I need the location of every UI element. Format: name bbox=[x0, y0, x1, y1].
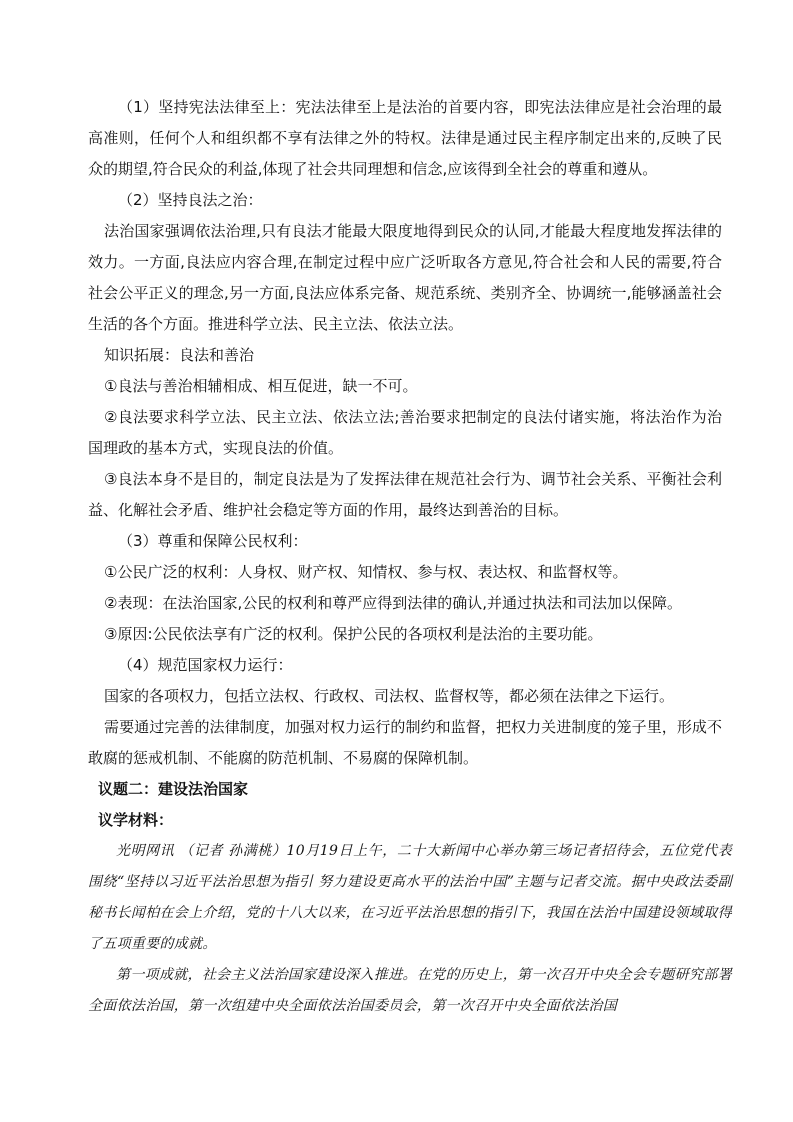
material-paragraph: 光明网讯 （记者 孙满桃）10月19日上午，二十大新闻中心举办第三场记者招待会，五位党代表围绕“坚持以习近平法治思想为指引 努力建设更高水平的法治中国”主题与记者交流。据中央政法委副秘书长闻柏在会上介绍，党的十八大以来，在习近平法治思想的指引下，我国在法治中国建设领域取得了五项重要的成就。 bbox=[88, 843, 732, 952]
paragraph: ②良法要求科学立法、民主立法、依法立法;善治要求把制定的良法付诸实施，将法治作为治国理政的基本方式，实现良法的价值。 bbox=[88, 408, 722, 457]
paragraph: 需要通过完善的法律制度，加强对权力运行的制约和监督，把权力关进制度的笼子里，形成不敢腐的惩戒机制、不能腐的防范机制、不易腐的保障机制。 bbox=[88, 718, 722, 767]
paragraph: 国家的各项权力，包括立法权、行政权、司法权、监督权等，都必须在法律之下运行。 bbox=[104, 687, 675, 705]
section-heading: 议学材料： bbox=[98, 811, 174, 829]
paragraph: ②表现：在法治国家,公民的权利和尊严应得到法律的确认,并通过执法和司法加以保障。 bbox=[104, 594, 682, 612]
section-heading: 议题二：建设法治国家 bbox=[98, 780, 249, 798]
document-body bbox=[88, 92, 732, 1022]
paragraph: ①良法与善治相辅相成、相互促进，缺一不可。 bbox=[104, 377, 418, 395]
paragraph: （4）规范国家权力运行： bbox=[118, 656, 293, 674]
paragraph: （1）坚持宪法法律至上：宪法法律至上是法治的首要内容，即宪法法律应是社会治理的最高准则，任何个人和组织都不享有法律之外的特权。法律是通过民主程序制定出来的,反映了民众的期望,符合民众的利益,体现了社会共同理想和信念,应该得到全社会的尊重和遵从。 bbox=[88, 98, 722, 178]
paragraph: 法治国家强调依法治理,只有良法才能最大限度地得到民众的认同,才能最大程度地发挥法律的效力。一方面,良法应内容合理,在制定过程中应广泛听取各方意见,符合社会和人民的需要,符合社会公平正义的理念,另一方面,良法应体系完备、规范系统、类别齐全、协调统一,能够涵盖社会生活的各个方面。推进科学立法、民主立法、依法立法。 bbox=[88, 222, 722, 333]
paragraph: ③良法本身不是目的，制定良法是为了发挥法律在规范社会行为、调节社会关系、平衡社会利益、化解社会矛盾、维护社会稳定等方面的作用，最终达到善治的目标。 bbox=[88, 470, 722, 519]
paragraph: ①公民广泛的权利：人身权、财产权、知情权、参与权、表达权、和监督权等。 bbox=[104, 563, 628, 581]
paragraph: ③原因:公民依法享有广泛的权利。保护公民的各项权利是法治的主要功能。 bbox=[104, 625, 603, 643]
paragraph: （2）坚持良法之治： bbox=[118, 191, 263, 209]
paragraph: 知识拓展：良法和善治 bbox=[104, 346, 255, 364]
paragraph: （3）尊重和保障公民权利： bbox=[118, 532, 308, 550]
material-paragraph: 第一项成就，社会主义法治国家建设深入推进。在党的历史上，第一次召开中央全会专题研究部署全面依法治国，第一次组建中央全面依法治国委员会，第一次召开中央全面依法治国 bbox=[88, 967, 732, 1014]
